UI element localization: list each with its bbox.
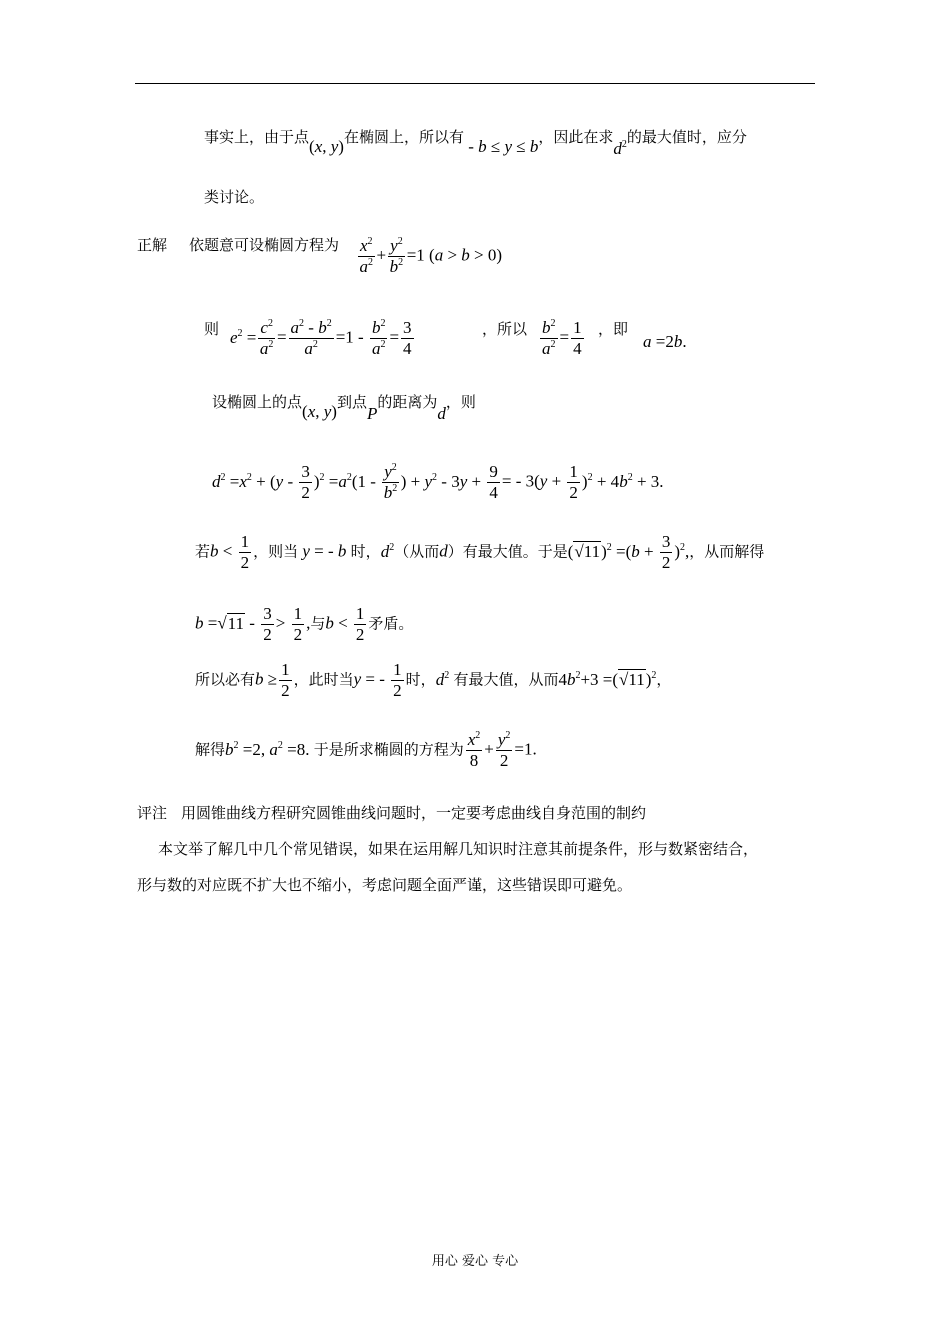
formula-distance: $d^2 =x^2 + (y$ - $\frac{3}{2}$ )$^2 =a^2(1$ - $\frac{y^2}{b^2}$ ) + $y^2 - 3y$ + $\frac{9}{4}$ = - 3(y + $\frac{1}{2}$ )$^2 + 4b^2 + 3$. (212, 462, 664, 502)
formula-ellipse-general: $\frac{x^2}{a^2}$ + $\frac{y^2}{b^2}$ =1 (a > b > 0) (359, 236, 503, 276)
paragraph-fact-cont: 类讨论。 (204, 188, 265, 206)
formula-eccentricity: $e^2$ = $\frac{c^2}{a^2}$ = $\frac{a^2 - b^2}{a^2}$ =1 - $\frac{b^2}{a^2}$ = $\frac{3}{4}$ (230, 318, 412, 358)
case-b-contradiction: b =√11 - $\frac{3}{2}$ > $\frac{1}{2}$ ,与b < $\frac{1}{2}$ 矛盾。 (195, 604, 414, 644)
formula-range: - b ≤ y ≤ b (463, 137, 539, 156)
summary-line-1: 本文举了解几中几个常见错误，如果在运用解几知识时注意其前提条件，形与数紧密结合， (158, 840, 759, 858)
final-result: 解得$b^2 =2$, $a^2 =8$. 于是所求椭圆的方程为 $\frac{x^2}{8}$ + $\frac{y^2}{2}$ =1. (195, 730, 537, 770)
formula-point: (x, y) (309, 137, 344, 156)
formula-ratio: $\frac{b^2}{a^2}$ = $\frac{1}{4}$ (542, 318, 582, 358)
paragraph-fact: 事实上，由于点(x, y)在椭圆上，所以有 - b ≤ y ≤ b，因此在求$d^2$的最大值时，应分 (204, 128, 747, 158)
case-b-less-half: 若b < $\frac{1}{2}$ ，则当 y = - b 时，$d^2$（从而d）有最大值。于是$(√11)^2 =(b$ + $\frac{3}{2}$ )$^2$,，从而解得 (195, 532, 765, 572)
header-rule (135, 83, 815, 84)
formula-d2: $d^2$ (613, 139, 627, 158)
ie-label: ，即 (598, 320, 629, 338)
so-label: ，所以 (482, 320, 528, 338)
remark-label: 评注 (137, 804, 168, 822)
page-footer: 用心 爱心 专心 (431, 1254, 519, 1269)
eccentricity-label: 则 (204, 320, 220, 338)
distance-setup: 设椭圆上的点(x, y)到点P的距离为d，则 (212, 393, 476, 423)
formula-a-eq-2b: a =2b. (643, 332, 687, 351)
remark: 评注 用圆锥曲线方程研究圆锥曲线问题时，一定要考虑曲线自身范围的制约 (137, 804, 647, 822)
case-b-at-least-half: 所以必有b ≥ $\frac{1}{2}$ ，此时当y = - $\frac{1}{2}$ 时，$d^2$ 有最大值，从而$4b^2+3 =(√11)^2$， (195, 660, 672, 700)
solution-label: 正解 (137, 236, 168, 254)
summary-line-2: 形与数的对应既不扩大也不缩小，考虑问题全面严谨，这些错误即可避免。 (137, 876, 633, 894)
solution-intro: 正解 依题意可设椭圆方程为 (137, 236, 340, 254)
